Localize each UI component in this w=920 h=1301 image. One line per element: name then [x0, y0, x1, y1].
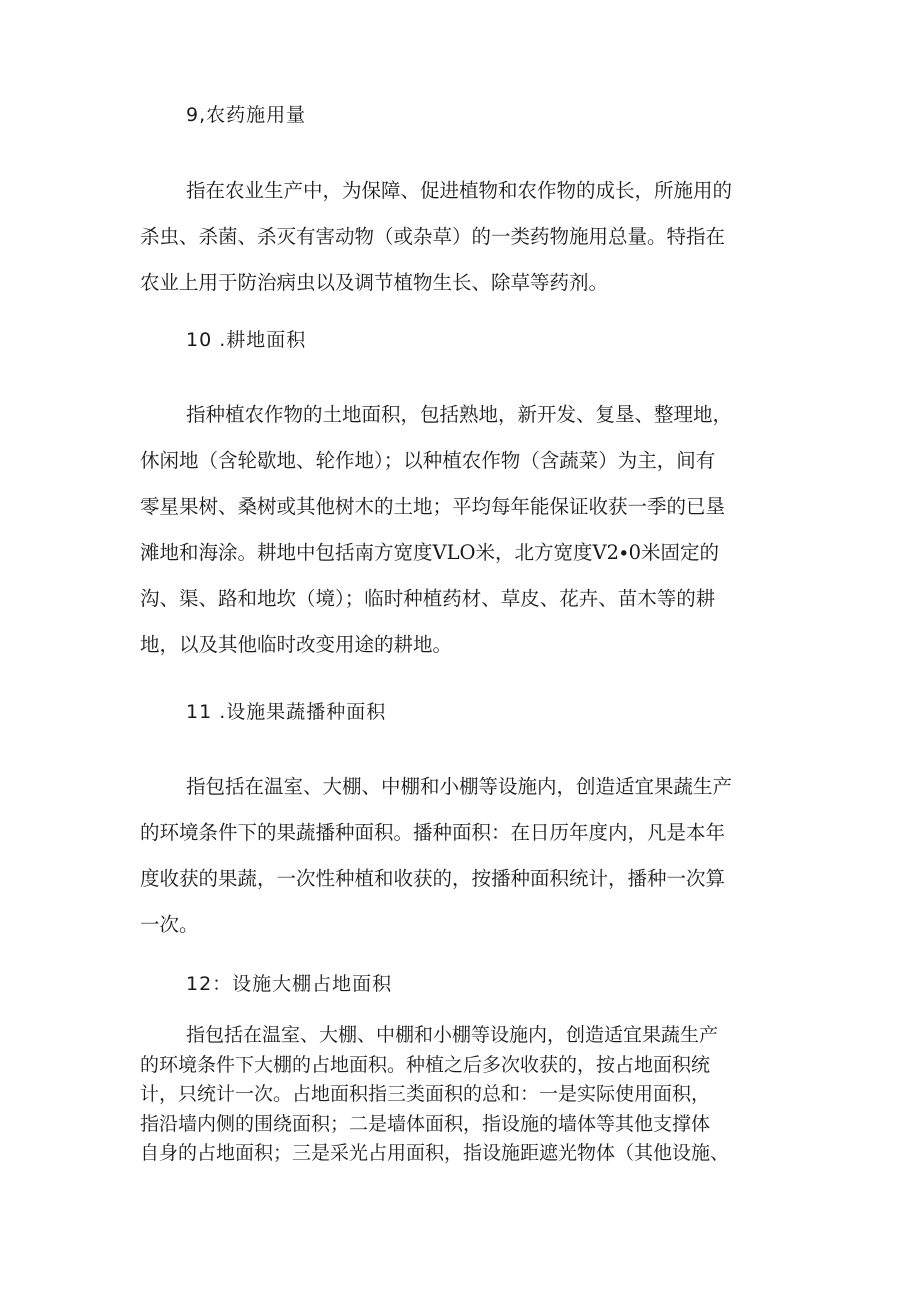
text-line: 滩地和海涂。耕地中包括南方宽度VLO米，北方宽度V2∙0米固定的 — [140, 541, 719, 564]
section-heading-11: 11 .设施果蔬播种面积 — [186, 701, 387, 723]
text-line: 指包括在温室、大棚、中棚和小棚等设施内，创造适宜果蔬生产 — [186, 775, 733, 798]
text-line: 地，以及其他临时改变用途的耕地。 — [140, 633, 453, 656]
text-line: 指包括在温室、大棚、中棚和小棚等设施内，创造适宜果蔬生产 — [186, 1024, 719, 1046]
text-line: 计，只统计一次。占地面积指三类面积的总和：一是实际使用面积， — [140, 1083, 711, 1105]
text-line: 的环境条件下的果蔬播种面积。播种面积：在日历年度内，凡是本年 — [140, 821, 726, 844]
text-line: 休闲地（含轮歇地、轮作地）；以种植农作物（含蔬菜）为主，间有 — [140, 449, 716, 472]
section-heading-12: 12：设施大棚占地面积 — [186, 973, 393, 995]
text-line: 自身的占地面积；三是采光占用面积，指设施距遮光物体（其他设施、 — [140, 1142, 730, 1164]
text-line: 度收获的果蔬，一次性种植和收获的，按播种面积统计，播种一次算 — [140, 867, 726, 890]
text-line: 农业上用于防治病虫以及调节植物生长、除草等药剂。 — [140, 271, 609, 294]
text-line: 指在农业生产中，为保障、促进植物和农作物的成长，所施用的 — [186, 179, 733, 202]
text-line: 一次。 — [140, 913, 199, 936]
text-line: 指沿墙内侧的围绕面积；二是墙体面积，指设施的墙体等其他支撑体 — [140, 1112, 711, 1135]
text-line: 的环境条件下大棚的占地面积。种植之后多次收获的，按占地面积统 — [140, 1053, 711, 1076]
section-body-11 — [140, 764, 800, 948]
text-line: 零星果树、桑树或其他树木的土地；平均每年能保证收获一季的已垦 — [140, 495, 726, 518]
text-line: 杀虫、杀菌、杀灭有害动物（或杂草）的一类药物施用总量。特指在 — [140, 225, 726, 248]
section-body-10 — [140, 392, 800, 668]
section-heading-9: 9,农药施用量 — [186, 104, 307, 126]
section-body-9 — [140, 168, 800, 306]
section-body-12 — [140, 1021, 800, 1169]
text-line: 沟、渠、路和地坎（境）；临时种植药材、草皮、花卉、苗木等的耕 — [140, 587, 716, 610]
section-heading-10: 10 .耕地面积 — [186, 329, 307, 351]
text-line: 指种植农作物的土地面积，包括熟地，新开发、复垦、整理地， — [186, 403, 733, 426]
